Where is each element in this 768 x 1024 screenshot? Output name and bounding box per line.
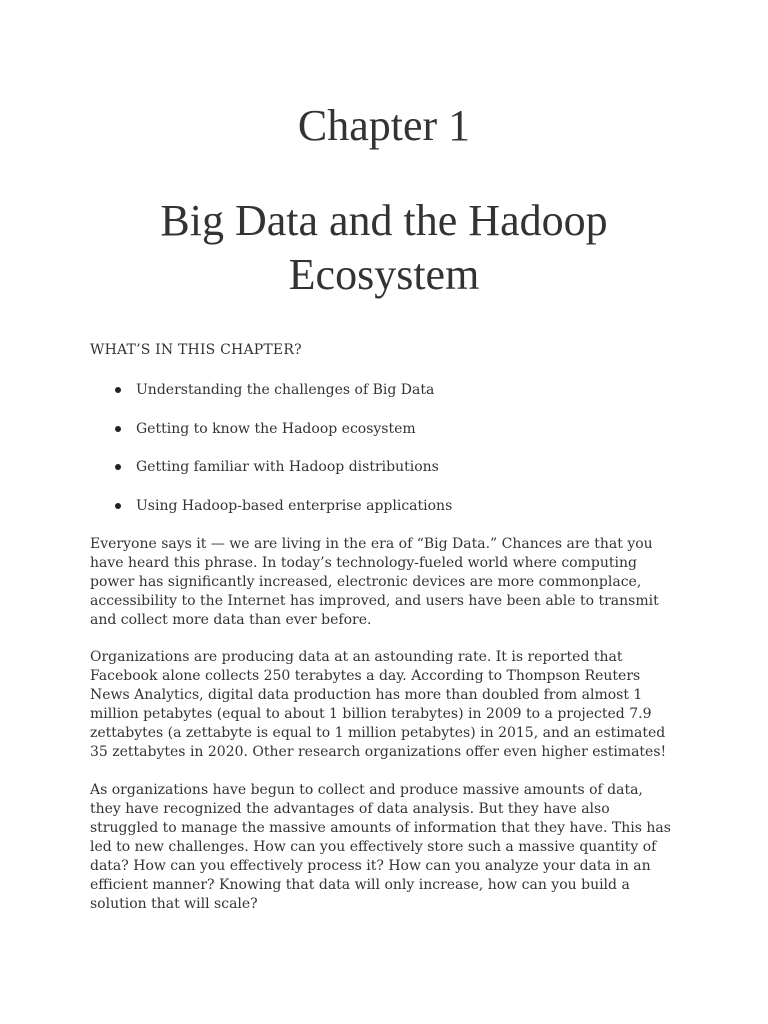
body-paragraph xyxy=(90,535,690,630)
paragraph-line: led to new challenges. How can you effectively store such a massive quantity of xyxy=(90,839,657,855)
paragraph-line: data? How can you effectively process it? How can you analyze your data in an xyxy=(90,858,651,874)
list-item-text: Getting to know the Hadoop ecosystem xyxy=(136,420,416,437)
paragraph-line: accessibility to the Internet has improved, and users have been able to transmit xyxy=(90,593,659,609)
body-paragraph xyxy=(90,648,690,762)
bullet-icon xyxy=(115,464,121,470)
list-item xyxy=(90,418,690,457)
paragraph-line: they have recognized the advantages of data analysis. But they have also xyxy=(90,801,610,817)
paragraph-line: zettabytes (a zettabyte is equal to 1 million petabytes) in 2015, and an estimated xyxy=(90,725,666,741)
paragraph-line: and collect more data than ever before. xyxy=(90,612,372,628)
bullet-icon xyxy=(115,426,121,432)
paragraph-line: efficient manner? Knowing that data will only increase, how can you build a xyxy=(90,877,630,893)
paragraph-line: News Analytics, digital data production has more than doubled from almost 1 xyxy=(90,687,643,703)
body-paragraph xyxy=(90,781,690,914)
list-item xyxy=(90,495,690,534)
paragraph-line: million petabytes (equal to about 1 billion terabytes) in 2009 to a projected 7.9 xyxy=(90,706,652,722)
paragraph-line: As organizations have begun to collect and produce massive amounts of data, xyxy=(90,782,643,798)
chapter-title-line: Big Data and the Hadoop xyxy=(160,196,608,245)
paragraph-line: solution that will scale? xyxy=(90,896,258,912)
list-item xyxy=(90,456,690,495)
chapter-title-line: Ecosystem xyxy=(288,250,480,299)
paragraph-line: Organizations are producing data at an astounding rate. It is reported that xyxy=(90,649,623,665)
paragraph-line: struggled to manage the massive amounts of information that they have. This has xyxy=(90,820,671,836)
bullet-icon xyxy=(115,387,121,393)
section-heading: WHAT’S IN THIS CHAPTER? xyxy=(90,342,302,358)
paragraph-line: 35 zettabytes in 2020. Other research organizations offer even higher estimates! xyxy=(90,744,667,760)
list-item-text: Understanding the challenges of Big Data xyxy=(136,382,435,398)
paragraph-line: power has significantly increased, electronic devices are more commonplace, xyxy=(90,574,642,590)
paragraph-line: Everyone says it — we are living in the era of “Big Data.” Chances are that you xyxy=(90,536,653,552)
chapter-number: Chapter 1 xyxy=(297,101,471,150)
paragraph-line: Facebook alone collects 250 terabytes a day. According to Thompson Reuters xyxy=(90,668,641,684)
chapter-title xyxy=(100,194,668,302)
list-item-text: Getting familiar with Hadoop distributions xyxy=(136,459,439,476)
bullet-icon xyxy=(115,503,121,509)
paragraph-line: have heard this phrase. In today’s technology-fueled world where computing xyxy=(90,555,637,571)
list-item-text: Using Hadoop-based enterprise applications xyxy=(136,497,453,514)
chapter-topics-list xyxy=(90,379,690,533)
list-item xyxy=(90,379,690,418)
